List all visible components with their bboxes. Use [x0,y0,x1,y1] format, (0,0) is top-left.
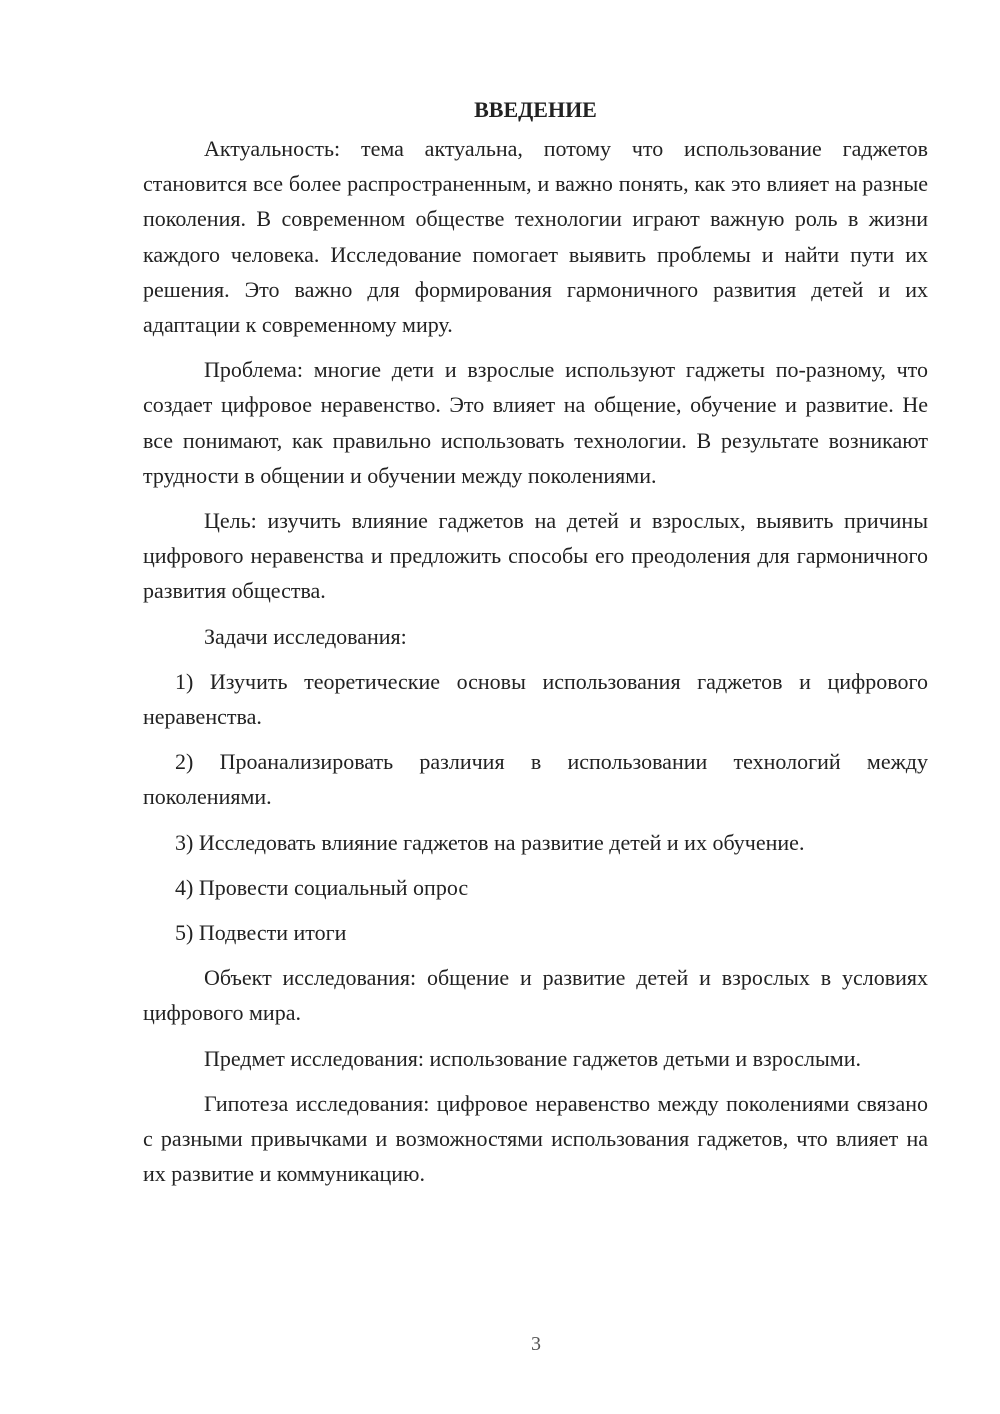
task-item-3: 3) Исследовать влияние гаджетов на развитие детей и их обучение. [175,829,805,855]
object-paragraph: Объект исследования: общение и развитие детей и взрослых в условиях цифрового мира. [143,965,928,1026]
task-item-4: 4) Провести социальный опрос [175,874,469,900]
page-content [143,92,928,1201]
relevance-paragraph: Актуальность: тема актуальна, потому что использование гаджетов становится все более распространенным, и важно понять, как это влияет на разные поколения. В современном обществе технологии играют важную роль в жизни каждого человека. Исследование помогает выявить проблемы и найти пути их решения. Это важно для формирования гармоничного развития детей и их адаптации к современному миру. [143,136,928,338]
hypothesis-paragraph: Гипотеза исследования: цифровое неравенство между поколениями связано с разными привычками и возможностями использования гаджетов, что влияет на их развитие и коммуникацию. [143,1090,928,1187]
task-item-1: 1) Изучить теоретические основы использования гаджетов и цифрового неравенства. [143,668,928,730]
page-number: 3 [531,1333,541,1355]
subject-paragraph: Предмет исследования: использование гаджетов детьми и взрослыми. [204,1045,862,1071]
problem-paragraph: Проблема: многие дети и взрослые используют гаджеты по-разному, что создает цифровое неравенство. Это влияет на общение, обучение и развитие. Не все понимают, как правильно использовать технологии. В результате возникают трудности в общении и обучении между поколениями. [143,357,928,488]
task-item-5: 5) Подвести итоги [175,920,347,946]
section-title: ВВЕДЕНИЕ [474,97,597,122]
goal-paragraph: Цель: изучить влияние гаджетов на детей и взрослых, выявить причины цифрового неравенства и предложить способы его преодоления для гармоничного развития общества. [143,508,928,604]
task-item-2: 2) Проанализировать различия в использовании технологий между поколениями. [143,749,928,810]
tasks-heading: Задачи исследования: [204,623,407,649]
